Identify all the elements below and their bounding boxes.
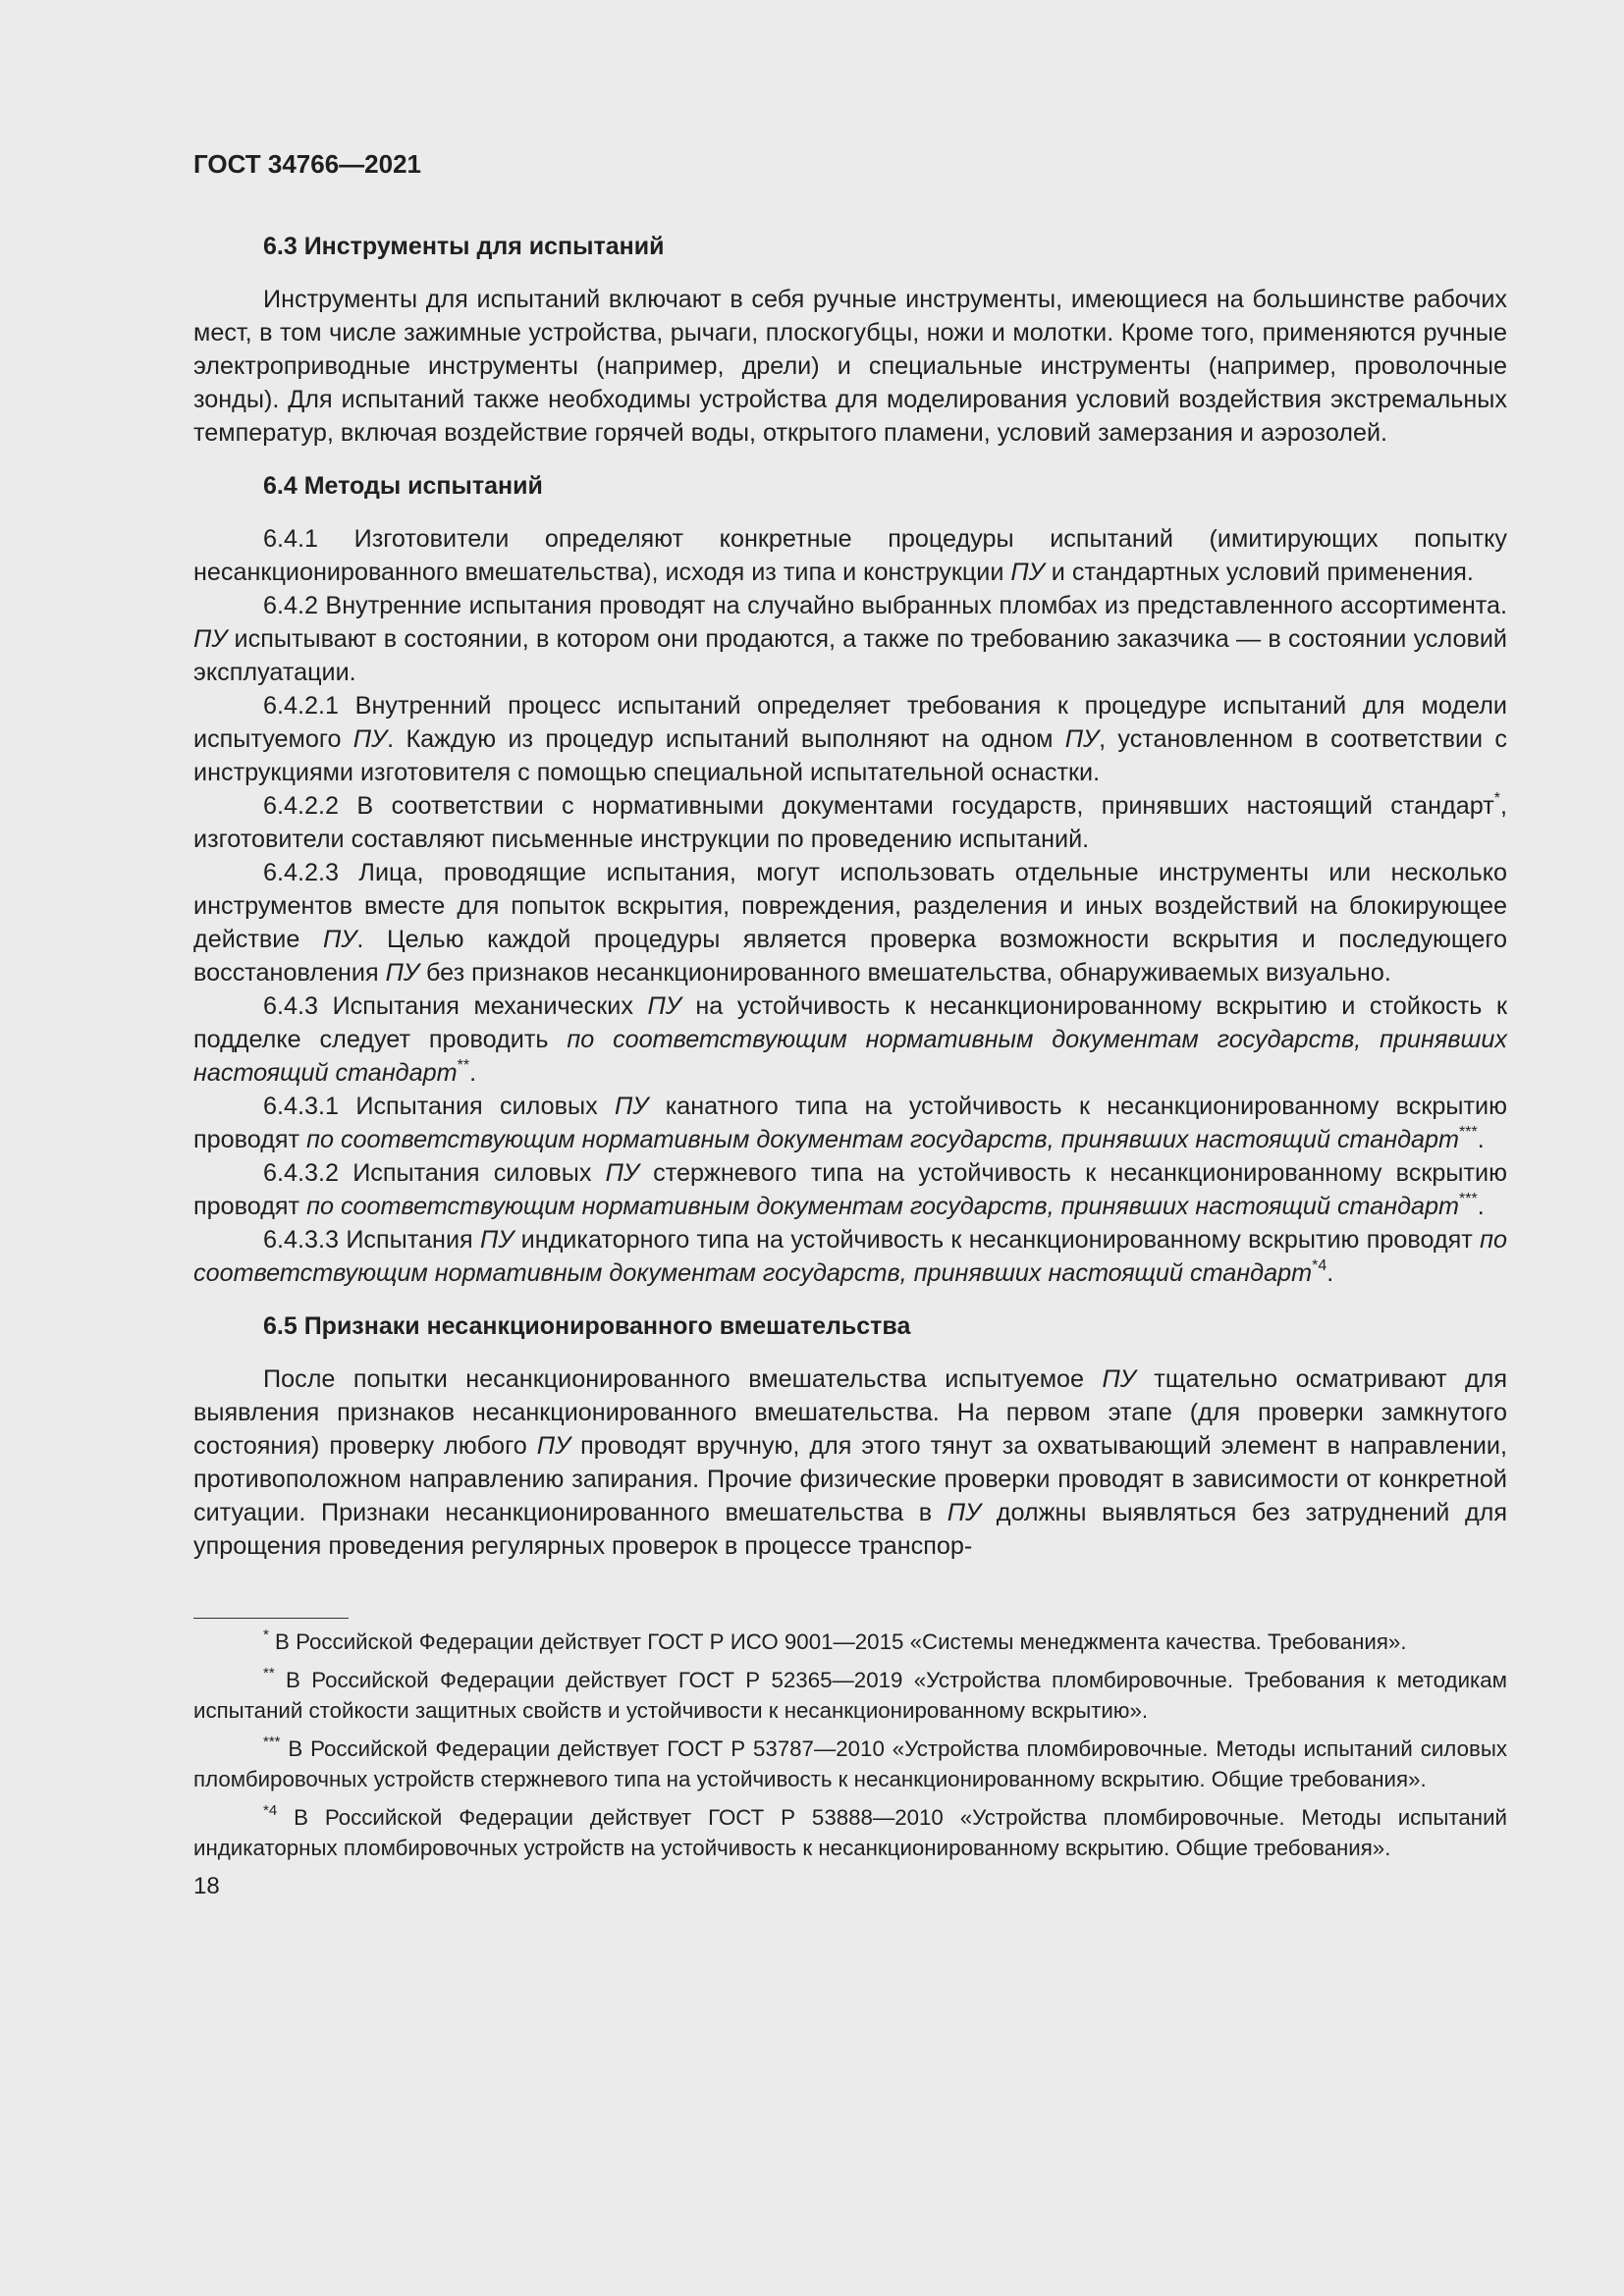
footnote-1: * В Российской Федерации действует ГОСТ Р ИСО 9001—2015 «Системы менеджмента качества. Требования».	[263, 1626, 1407, 1654]
footnote-ref-1[interactable]: *	[1493, 789, 1500, 807]
paragraph-6-4-1: 6.4.1 Изготовители определяют конкретные процедуры испытаний (имитирующих попытку несанкционированного вмешательства), исходя из типа и конструкции ПУ и стандартных условий применения.	[193, 525, 1507, 586]
footnote-mark: *	[263, 1626, 269, 1643]
paragraph-6-5: После попытки несанкционированного вмешательства испытуемое ПУ тщательно осматривают для выявления признаков несанкционированного вмешательства. На первом этапе (для проверки замкнутого состояния) проверку любого ПУ проводят вручную, для этого тянут за охватывающий элемент в направлении, противоположном направлению запирания. Прочие физические проверки проводят в зависимости от конкретной ситуации. Признаки несанкционированного вмешательства в ПУ должны выявляться без затруднений для упрощения проведения регулярных проверок в процессе транспор-	[193, 1365, 1508, 1560]
footnote-ref-4[interactable]: *4	[1312, 1256, 1327, 1274]
footnote-mark: ***	[263, 1733, 281, 1750]
footnote-2: ** В Российской Федерации действует ГОСТ Р 52365—2019 «Устройства пломбировочные. Требования к методикам испытаний стойкости защитных свойств и устойчивости к несанкционированному вскрытию».	[193, 1664, 1507, 1723]
paragraph-6-4-2-2: 6.4.2.2 В соответствии с нормативными документами государств, принявших настоящий стандарт*, изготовители составляют письменные инструкции по проведению испытаний.	[193, 789, 1507, 853]
section-heading-6-3: 6.3 Инструменты для испытаний	[263, 233, 665, 260]
paragraph-6-4-3-1: 6.4.3.1 Испытания силовых ПУ канатного типа на устойчивость к несанкционированному вскрытию проводят по соответствующим нормативным документам государств, принявших настоящий стандарт***.	[193, 1093, 1507, 1153]
paragraph-6-3: Инструменты для испытаний включают в себя ручные инструменты, имеющиеся на большинстве рабочих мест, в том числе зажимные устройства, рычаги, плоскогубцы, ножи и молотки. Кроме того, применяются ручные электроприводные инструменты (например, дрели) и специальные инструменты (например, проволочные зонды). Для испытаний также необходимы устройства для моделирования условий воздействия экстремальных температур, включая воздействие горячей воды, открытого пламени, условий замерзания и аэрозолей.	[193, 286, 1507, 447]
section-heading-6-4: 6.4 Методы испытаний	[263, 472, 543, 500]
page-number: 18	[193, 1873, 220, 1899]
document-code-header: ГОСТ 34766—2021	[193, 149, 421, 179]
paragraph-6-4-3: 6.4.3 Испытания механических ПУ на устойчивость к несанкционированному вскрытию и стойкость к подделке следует проводить по соответствующим нормативным документам государств, принявших настоящий стандарт**.	[193, 992, 1507, 1087]
paragraph-6-4-2: 6.4.2 Внутренние испытания проводят на случайно выбранных пломбах из представленного ассортимента. ПУ испытывают в состоянии, в котором они продаются, а также по требованию заказчика — в состоянии условий эксплуатации.	[193, 592, 1507, 686]
footnote-ref-3b[interactable]: ***	[1459, 1190, 1478, 1207]
paragraph-6-4-2-3: 6.4.2.3 Лица, проводящие испытания, могут использовать отдельные инструменты или несколько инструментов вместе для попыток вскрытия, повреждения, разделения и иных воздействий на блокирующее действие ПУ. Целью каждой процедуры является проверка возможности вскрытия и последующего восстановления ПУ без признаков несанкционированного вмешательства, обнаруживаемых визуально.	[193, 859, 1507, 987]
footnote-mark: **	[263, 1664, 275, 1682]
document-page	[193, 147, 1507, 1902]
paragraph-6-4-2-1: 6.4.2.1 Внутренний процесс испытаний определяет требования к процедуре испытаний для модели испытуемого ПУ. Каждую из процедур испытаний выполняют на одном ПУ, установленном в соответствии с инструкциями изготовителя с помощью специальной испытательной оснастки.	[193, 692, 1507, 786]
footnote-ref-2[interactable]: **	[457, 1056, 470, 1074]
paragraph-6-4-3-2: 6.4.3.2 Испытания силовых ПУ стержневого типа на устойчивость к несанкционированному вскрытию проводят по соответствующим нормативным документам государств, принявших настоящий стандарт***.	[193, 1159, 1507, 1220]
footnote-divider	[193, 1618, 349, 1619]
section-heading-6-5: 6.5 Признаки несанкционированного вмешательства	[263, 1312, 911, 1340]
footnote-3: *** В Российской Федерации действует ГОСТ Р 53787—2010 «Устройства пломбировочные. Методы испытаний силовых пломбировочных устройств стержневого типа на устойчивость к несанкционированному вскрытию. Общие требования».	[193, 1733, 1507, 1791]
footnote-ref-3[interactable]: ***	[1459, 1123, 1478, 1141]
footnote-mark: *4	[263, 1801, 278, 1819]
paragraph-6-4-3-3: 6.4.3.3 Испытания ПУ индикаторного типа на устойчивость к несанкционированному вскрытию проводят по соответствующим нормативным документам государств, принявших настоящий стандарт$^{*4}$.	[193, 1226, 1507, 1287]
footnote-4: $^{*4}$ В Российской Федерации действует ГОСТ Р 53888—2010 «Устройства пломбировочные. Методы испытаний индикаторных пломбировочных устройств на устойчивость к несанкционированному вскрытию. Общие требования».	[193, 1801, 1507, 1860]
